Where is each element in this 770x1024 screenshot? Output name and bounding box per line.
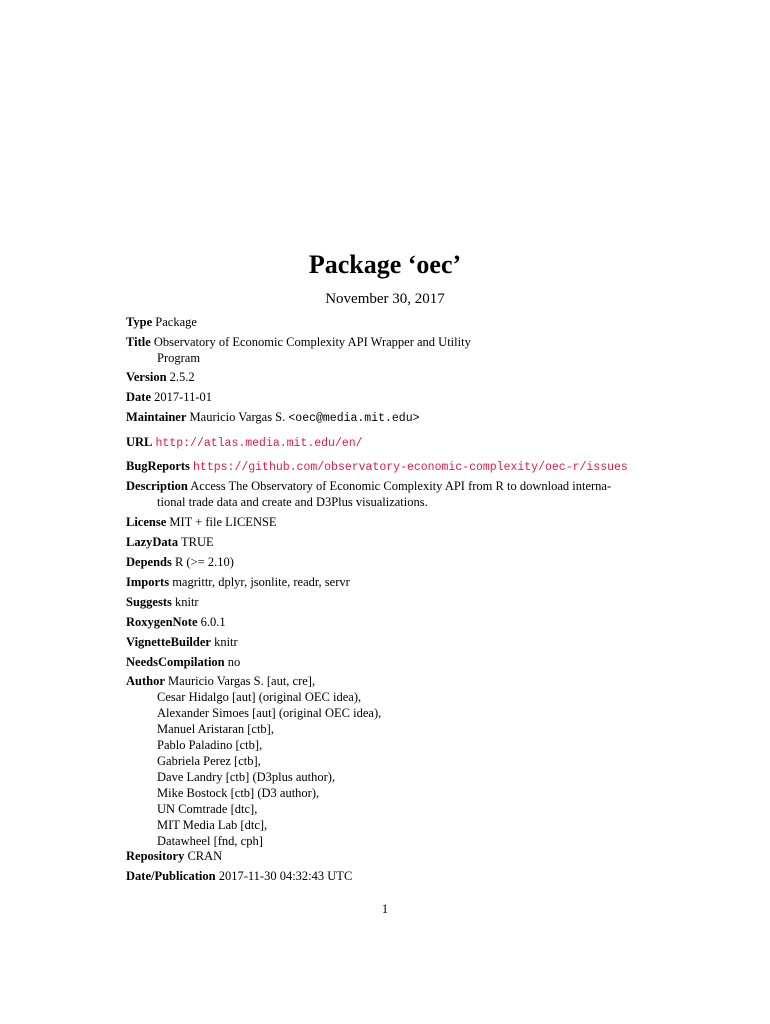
field-publication [126,868,626,884]
author-entry: Datawheel [fnd, cph] [157,834,263,848]
field-repository [126,848,626,864]
field-key: Date/Publication [126,869,216,883]
field-value: Observatory of Economic Complexity API Wrapper and Utility [153,335,471,349]
field-date [126,389,626,405]
author-entry: Dave Landry [ctb] (D3plus author), [157,770,336,784]
field-key: RoxygenNote [126,615,198,629]
field-value: MIT + file LICENSE [169,515,277,529]
field-suggests [126,594,626,610]
author-entry: MIT Media Lab [dtc], [157,818,268,832]
field-license [126,514,626,530]
field-key: Repository [126,849,185,863]
author-entry: Cesar Hidalgo [aut] (original OEC idea), [157,690,362,704]
field-title [126,334,626,366]
page-number: 1 [381,902,389,916]
field-bugreports [126,458,686,476]
field-depends [126,554,626,570]
field-key: Date [126,390,151,404]
field-key: BugReports [126,459,190,473]
author-entry: Pablo Paladino [ctb], [157,738,263,752]
field-value: Package [155,315,197,329]
url-link[interactable]: http://atlas.media.mit.edu/en/ [155,437,363,450]
field-key: Version [126,370,167,384]
author-entry: UN Comtrade [dtc], [157,802,258,816]
field-value: 2.5.2 [169,370,195,384]
field-url [126,434,626,452]
author-entry: Manuel Aristaran [ctb], [157,722,274,736]
package-date: November 30, 2017 [325,291,445,307]
author-entry: Alexander Simoes [aut] (original OEC idea), [157,706,382,720]
field-value: no [227,655,241,669]
field-key: NeedsCompilation [126,655,225,669]
field-key: Author [126,674,165,688]
field-lazydata [126,534,626,550]
field-value: Access The Observatory of Economic Complexity API from R to download interna- [190,479,612,493]
maintainer-email: <oec@media.mit.edu> [288,412,420,425]
field-value: 6.0.1 [200,615,226,629]
field-value-continued: tional trade data and create and D3Plus visualizations. [157,495,428,509]
field-author [126,673,626,849]
field-value-continued: Program [157,351,201,365]
field-key: Title [126,335,151,349]
field-value: 2017-11-01 [154,390,212,404]
author-entry: Mike Bostock [ctb] (D3 author), [157,786,320,800]
author-entry: Mauricio Vargas S. [aut, cre], [168,674,316,688]
field-key: URL [126,435,153,449]
field-value: 2017-11-30 04:32:43 UTC [218,869,353,883]
field-imports [126,574,626,590]
field-key: Maintainer [126,410,187,424]
field-description [126,478,646,510]
field-key: LazyData [126,535,179,549]
field-value: magrittr, dplyr, jsonlite, readr, servr [172,575,350,589]
package-title: Package ‘oec’ [308,250,462,279]
field-version [126,369,626,385]
field-key: License [126,515,167,529]
field-key: Type [126,315,153,329]
bugreports-link[interactable]: https://github.com/observatory-economic-complexity/oec-r/issues [193,461,628,474]
field-vignettebuilder [126,634,626,650]
field-value: knitr [214,635,238,649]
field-key: Depends [126,555,172,569]
field-key: VignetteBuilder [126,635,211,649]
author-entry: Gabriela Perez [ctb], [157,754,261,768]
field-type [126,314,626,330]
field-roxygennote [126,614,626,630]
field-key: Imports [126,575,170,589]
field-key: Description [126,479,188,493]
field-value: R (>= 2.10) [174,555,234,569]
field-key: Suggests [126,595,172,609]
field-value: TRUE [180,535,214,549]
field-maintainer [126,409,626,427]
field-needscompilation [126,654,626,670]
maintainer-name: Mauricio Vargas S. [189,410,289,424]
field-value: knitr [174,595,199,609]
field-value: CRAN [187,849,223,863]
